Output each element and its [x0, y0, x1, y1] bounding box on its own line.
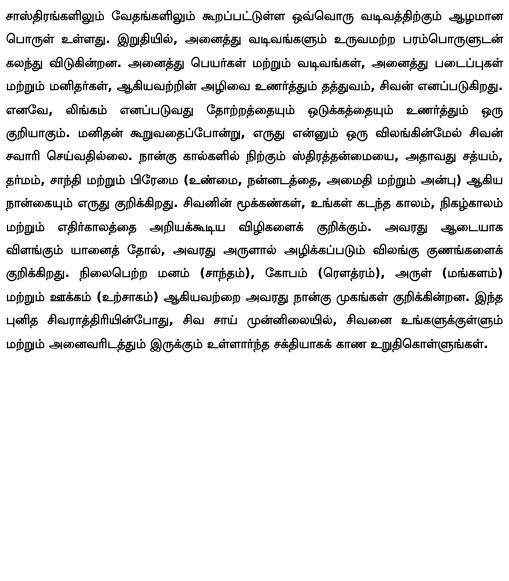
body-paragraph: சாஸ்திரங்களிலும் வேதங்களிலும் கூறப்பட்டுள்ள ஒவ்வொரு வடிவத்திற்கும் ஆழமான பொருள் உள்ளது. இறுதியில், அனைத்து வடிவங்களும் உருவமற்ற பரம்பொருளுடன் கலந்து விடுகின்றன. அனைத்து பெயர்கள் மற்றும் வடிவங்கள், அனைத்து படைப்புகள் மற்றும் மனிதர்கள், ஆகியவற்றின் அழிவை உணர்த்தும் தத்துவம், சிவன் எனப்படுகிறது. எனவே, லிங்கம் எனப்படுவது தோற்றத்தையும் ஒடுக்கத்தையும் உணர்த்தும் ஒரு குறியாகும். மனிதன் கூறுவதைப்போன்று, எருது என்னும் ஒரு விலங்கின்மேல் சிவன் சவாரி செய்வதில்லை. நான்கு கால்களில் நிற்கும் ஸ்திரத்தன்மையை, அதாவது சத்யம், தர்மம், சாந்தி மற்றும் பிரேமை (உண்மை, நன்னடத்தை, அமைதி மற்றும் அன்பு) ஆகிய நான்கையும் எருது குறிக்கிறது. சிவனின் மூக்கண்கள், உங்கள் கடந்த காலம், நிகழ்காலம் மற்றும் எதிர்காலத்தை அறியக்கூடிய விழிகளைக் குறிக்கும். அவரது ஆடையாக விளங்கும் யானைத் தோல், அவரது அருளால் அழிக்கப்படும் விலங்கு குணங்களைக் குறிக்கிறது. நிலைபெற்ற மனம் (சாந்தம்), கோபம் (ரௌத்ரம்), அருள் (மங்களம்) மற்றும் ஊக்கம் (உற்சாகம்) ஆகியவற்றை அவரது நான்கு முகங்கள் குறிக்கின்றன. இந்த புனித சிவராத்திரியின்போது, சிவ சாய் முன்னிலையில், சிவனை உங்களுக்குள்ளும் மற்றும் அனைவரிடத்தும் இருக்கும் உள்ளார்ந்த சக்தியாகக் காண உறுதிகொள்ளுங்கள். — [6, 8, 503, 351]
